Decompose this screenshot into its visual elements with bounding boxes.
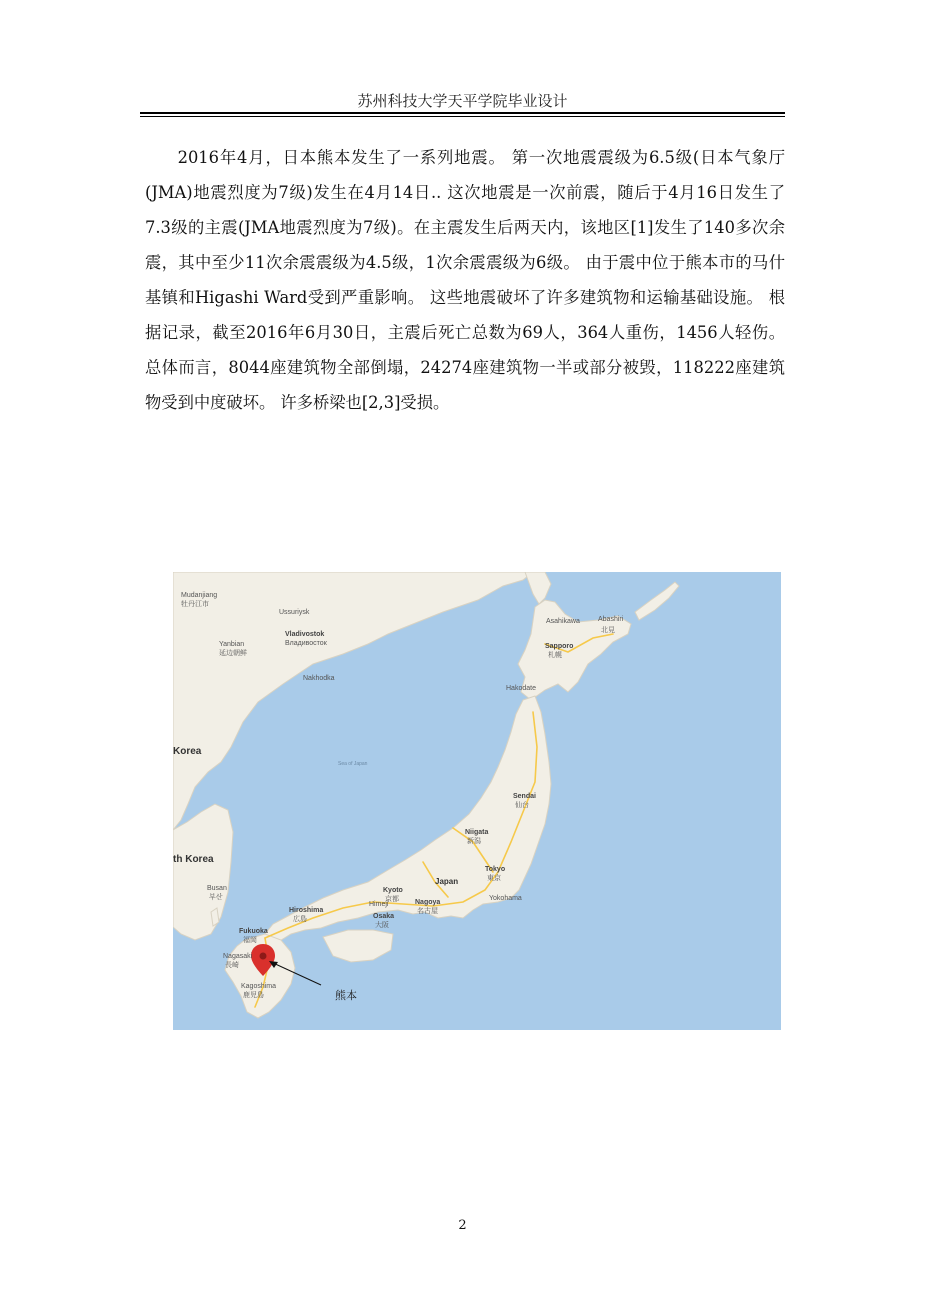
label-south-korea: th Korea [173, 854, 214, 865]
label-sapporo-jp: 札幌 [548, 652, 562, 659]
label-kumamoto-callout: 熊本 [335, 990, 357, 1002]
label-yanbian: Yanbian [219, 641, 245, 648]
label-yokohama: Yokohama [489, 895, 522, 902]
label-nagasaki: Nagasaki [223, 953, 253, 960]
label-busan-kr: 부산 [209, 894, 223, 901]
label-sapporo: Sapporo [545, 643, 574, 650]
label-japan: Japan [435, 877, 459, 886]
label-abashiri: Abashiri [598, 616, 624, 623]
label-osaka-jp: 大阪 [375, 922, 389, 929]
label-vladivostok-ru: Владивосток [285, 640, 327, 647]
japan-map-figure [173, 572, 781, 1030]
label-sea-of-japan: Sea of Japan [338, 761, 368, 767]
label-kagoshima-jp: 鹿児島 [243, 992, 264, 999]
label-busan: Busan [207, 885, 227, 892]
label-nagoya: Nagoya [415, 899, 441, 906]
label-nagoya-jp: 名古屋 [417, 908, 438, 915]
body-paragraph: 2016年4月，日本熊本发生了一系列地震。 第一次地震震级为6.5级(日本气象厅(JMA)地震烈度为7级)发生在4月14日.. 这次地震是一次前震，随后于4月16日发生了7.3级的主震(JMA地震烈度为7级)。在主震发生后两天内，该地区[1]发生了140多次余震，其中至少11次余震震级为4.5级，1次余震震级为6级。 由于震中位于熊本市的马什基镇和Higashi Ward受到严重影响。 这些地震破坏了许多建筑物和运输基础设施。 根据记录，截至2016年6月30日，主震后死亡总数为69人，364人重伤，1456人轻伤。 总体而言，8044座建筑物全部倒塌，24274座建筑物一半或部分被毁，118222座建筑物受到中度破坏。 许多桥梁也[2,3]受损。 [145, 148, 785, 412]
label-ussuriysk: Ussuriysk [279, 609, 310, 616]
label-nagasaki-jp: 長崎 [225, 962, 239, 969]
label-sendai: Sendai [513, 793, 536, 800]
tsushima-island [211, 908, 219, 926]
label-mudanjiang-cn: 牡丹江市 [181, 601, 209, 608]
label-himeji: Himeji [369, 901, 389, 908]
header-rule-thin [140, 116, 785, 117]
label-vladivostok: Vladivostok [285, 631, 325, 638]
label-sendai-jp: 仙台 [515, 802, 529, 809]
label-nakhodka: Nakhodka [303, 675, 335, 682]
label-niigata: Niigata [465, 829, 489, 836]
label-fukuoka: Fukuoka [239, 928, 268, 935]
japan-map-svg [173, 572, 781, 1030]
label-hakodate: Hakodate [506, 685, 536, 692]
label-kyoto-jp: 京都 [385, 896, 399, 903]
label-yanbian-cn: 延边朝鲜 [219, 650, 247, 657]
label-tokyo: Tokyo [485, 866, 506, 873]
label-kagoshima: Kagoshima [241, 983, 277, 990]
label-kyoto: Kyoto [383, 887, 403, 894]
label-fukuoka-jp: 福岡 [243, 937, 257, 944]
label-hiroshima-jp: 広島 [293, 916, 307, 923]
page-number: 2 [458, 1218, 467, 1233]
label-korea: Korea [173, 746, 202, 757]
label-niigata-jp: 新潟 [467, 838, 481, 845]
label-mudanjiang: Mudanjiang [181, 592, 218, 599]
page-header-title: 苏州科技大学天平学院毕业设计 [357, 92, 568, 110]
label-hiroshima: Hiroshima [289, 907, 324, 914]
label-osaka: Osaka [373, 913, 395, 920]
label-tokyo-jp: 東京 [487, 875, 501, 882]
header-rule-thick [140, 112, 785, 114]
label-asahikawa: Asahikawa [546, 618, 580, 625]
label-kitami: 北見 [601, 627, 615, 634]
